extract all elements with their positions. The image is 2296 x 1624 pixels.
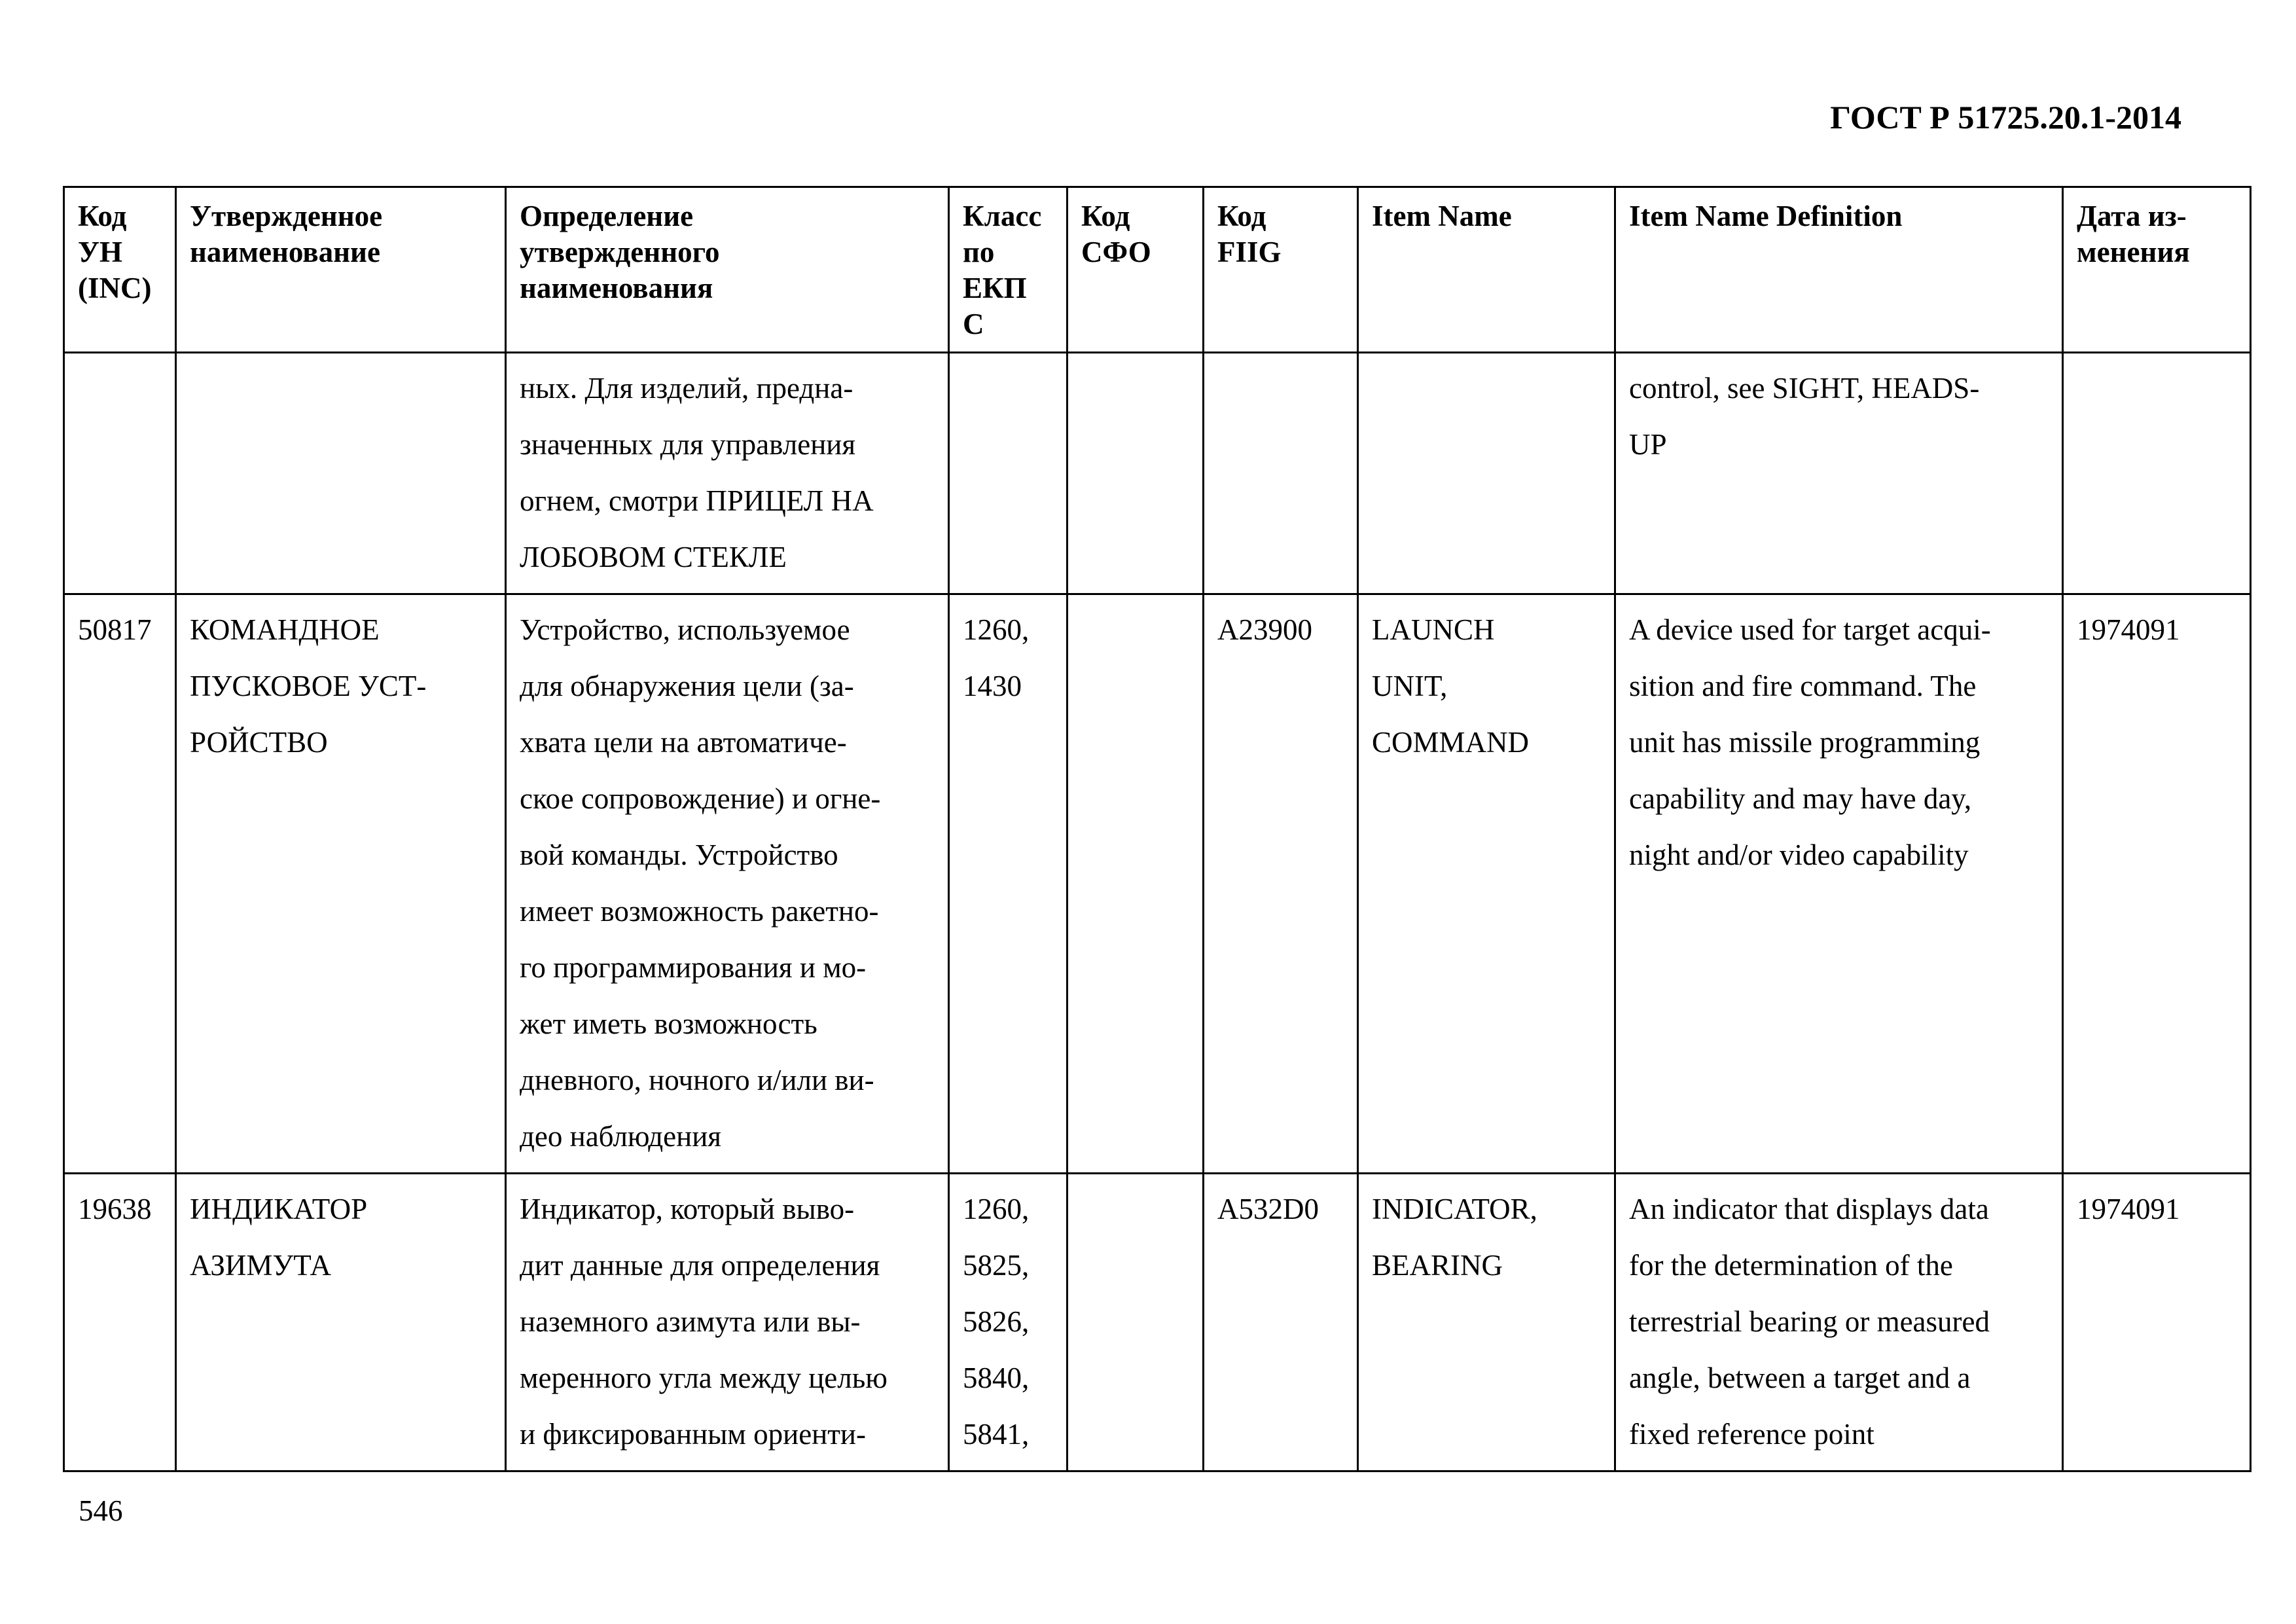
header-line: Код	[1217, 200, 1266, 232]
header-change-date	[2063, 187, 2251, 353]
cell-text-line: unit has missile programming	[1629, 726, 1981, 759]
cell-change-date	[2063, 1174, 2251, 1471]
cell-text-line: ЛОБОВОМ СТЕКЛЕ	[520, 541, 787, 573]
cell-item-name-definition	[1615, 353, 2063, 594]
cell-text-line: хвата цели на автоматиче-	[520, 726, 847, 759]
cell-text-line: АЗИМУТА	[190, 1249, 332, 1282]
header-line: утвержденного	[520, 236, 720, 268]
page-number: 546	[79, 1494, 123, 1527]
cell-text-line: fixed reference point	[1629, 1418, 1874, 1451]
cell-text-line: A532D0	[1217, 1193, 1319, 1225]
cell-text-line: UNIT,	[1372, 670, 1448, 702]
header-fiig	[1204, 187, 1358, 353]
cell-class	[949, 353, 1067, 594]
cell-text-line: An indicator that displays data	[1629, 1193, 1989, 1225]
cell-text-line: night and/or video capability	[1629, 839, 1969, 871]
cell-text-line: део наблюдения	[520, 1120, 721, 1153]
cell-text-line: 5841,	[963, 1418, 1030, 1451]
header-definition	[506, 187, 949, 353]
header-line: (INC)	[78, 272, 152, 304]
header-line: наименование	[190, 236, 380, 268]
header-line: FIIG	[1217, 236, 1282, 268]
header-approved-name	[176, 187, 506, 353]
cell-text-line: INDICATOR,	[1372, 1193, 1537, 1225]
header-line: ЕКП	[963, 272, 1027, 304]
cell-text-line: A23900	[1217, 613, 1312, 646]
cell-text-line: ское сопровождение) и огне-	[520, 782, 881, 815]
cell-text-line: 1974091	[2077, 1193, 2180, 1225]
cell-text-line: terrestrial bearing or measured	[1629, 1305, 1990, 1338]
cell-text-line: for the determination of the	[1629, 1249, 1953, 1282]
cell-text-line: angle, between a target and a	[1629, 1362, 1971, 1394]
cell-text-line: ПУСКОВОЕ УСТ-	[190, 670, 427, 702]
table-row	[64, 353, 2251, 594]
cell-text-line: 19638	[78, 1193, 152, 1225]
cell-text-line: Индикатор, который выво-	[520, 1193, 855, 1225]
cell-text-line: значенных для управления	[520, 428, 856, 461]
cell-text-line: РОЙСТВО	[190, 726, 328, 759]
cell-item-name-definition	[1615, 1174, 2063, 1471]
header-line: Класс	[963, 200, 1042, 232]
cell-text-line: КОМАНДНОЕ	[190, 613, 380, 646]
cell-sfo	[1067, 1174, 1204, 1471]
cell-fiig	[1204, 1174, 1358, 1471]
cell-sfo	[1067, 594, 1204, 1174]
cell-text-line: огнем, смотри ПРИЦЕЛ НА	[520, 484, 874, 517]
cell-change-date	[2063, 594, 2251, 1174]
cell-text-line: Устройство, используемое	[520, 613, 850, 646]
cell-text-line: меренного угла между целью	[520, 1362, 888, 1394]
cell-text-line: дит данные для определения	[520, 1249, 880, 1282]
header-item-name	[1358, 187, 1615, 353]
cell-text-line: наземного азимута или вы-	[520, 1305, 861, 1338]
cell-item-name	[1358, 594, 1615, 1174]
cell-definition	[506, 1174, 949, 1471]
cell-text-line: дневного, ночного и/или ви-	[520, 1064, 874, 1096]
header-line: по	[963, 236, 995, 268]
cell-inc	[64, 353, 176, 594]
cell-approved-name	[176, 1174, 506, 1471]
cell-text-line: control, see SIGHT, HEADS-	[1629, 372, 1980, 405]
cell-text-line: 1974091	[2077, 613, 2180, 646]
cell-item-name-definition	[1615, 594, 2063, 1174]
header-line: Item Name Definition	[1629, 200, 1903, 232]
cell-fiig	[1204, 353, 1358, 594]
cell-text-line: sition and fire command. The	[1629, 670, 1977, 702]
cell-text-line: вой команды. Устройство	[520, 839, 838, 871]
cell-definition	[506, 353, 949, 594]
header-line: С	[963, 308, 984, 340]
header-class	[949, 187, 1067, 353]
cell-item-name	[1358, 353, 1615, 594]
cell-text-line: COMMAND	[1372, 726, 1530, 759]
header-item-name-definition	[1615, 187, 2063, 353]
cell-text-line: 50817	[78, 613, 152, 646]
cell-item-name	[1358, 1174, 1615, 1471]
header-line: менения	[2077, 236, 2190, 268]
table-body	[64, 353, 2251, 1471]
header-line: наименования	[520, 272, 713, 304]
cell-text-line: 5826,	[963, 1305, 1030, 1338]
cell-text-line: LAUNCH	[1372, 613, 1495, 646]
cell-text-line: и фиксированным ориенти-	[520, 1418, 866, 1451]
cell-text-line: 1260,	[963, 613, 1030, 646]
cell-inc	[64, 594, 176, 1174]
cell-text-line: 5840,	[963, 1362, 1030, 1394]
cell-inc	[64, 1174, 176, 1471]
cell-definition	[506, 594, 949, 1174]
cell-approved-name	[176, 594, 506, 1174]
cell-text-line: 1430	[963, 670, 1022, 702]
cell-change-date	[2063, 353, 2251, 594]
header-inc	[64, 187, 176, 353]
table-header-row	[64, 187, 2251, 353]
cell-text-line: 5825,	[963, 1249, 1030, 1282]
header-line: Код	[1081, 200, 1130, 232]
header-line: Утвержденное	[190, 200, 383, 232]
cell-text-line: ИНДИКАТОР	[190, 1193, 368, 1225]
cell-text-line: ных. Для изделий, предна-	[520, 372, 853, 405]
standard-code: ГОСТ Р 51725.20.1-2014	[1830, 99, 2181, 135]
table-row	[64, 594, 2251, 1174]
cell-sfo	[1067, 353, 1204, 594]
cell-approved-name	[176, 353, 506, 594]
cell-class	[949, 594, 1067, 1174]
cell-fiig	[1204, 594, 1358, 1174]
header-sfo	[1067, 187, 1204, 353]
cell-text-line: UP	[1629, 428, 1667, 461]
header-line: Определение	[520, 200, 694, 232]
cell-class	[949, 1174, 1067, 1471]
table-row	[64, 1174, 2251, 1471]
nomenclature-table	[63, 186, 2251, 1472]
cell-text-line: жет иметь возможность	[520, 1007, 817, 1040]
header-line: УН	[78, 236, 123, 268]
cell-text-line: го программирования и мо-	[520, 951, 867, 984]
header-line: Дата из-	[2077, 200, 2187, 232]
cell-text-line: capability and may have day,	[1629, 782, 1972, 815]
header-line: Item Name	[1372, 200, 1512, 232]
cell-text-line: имеет возможность ракетно-	[520, 895, 879, 928]
cell-text-line: BEARING	[1372, 1249, 1503, 1282]
cell-text-line: для обнаружения цели (за-	[520, 670, 854, 702]
header-line: СФО	[1081, 236, 1151, 268]
cell-text-line: A device used for target acqui-	[1629, 613, 1991, 646]
header-line: Код	[78, 200, 127, 232]
cell-text-line: 1260,	[963, 1193, 1030, 1225]
